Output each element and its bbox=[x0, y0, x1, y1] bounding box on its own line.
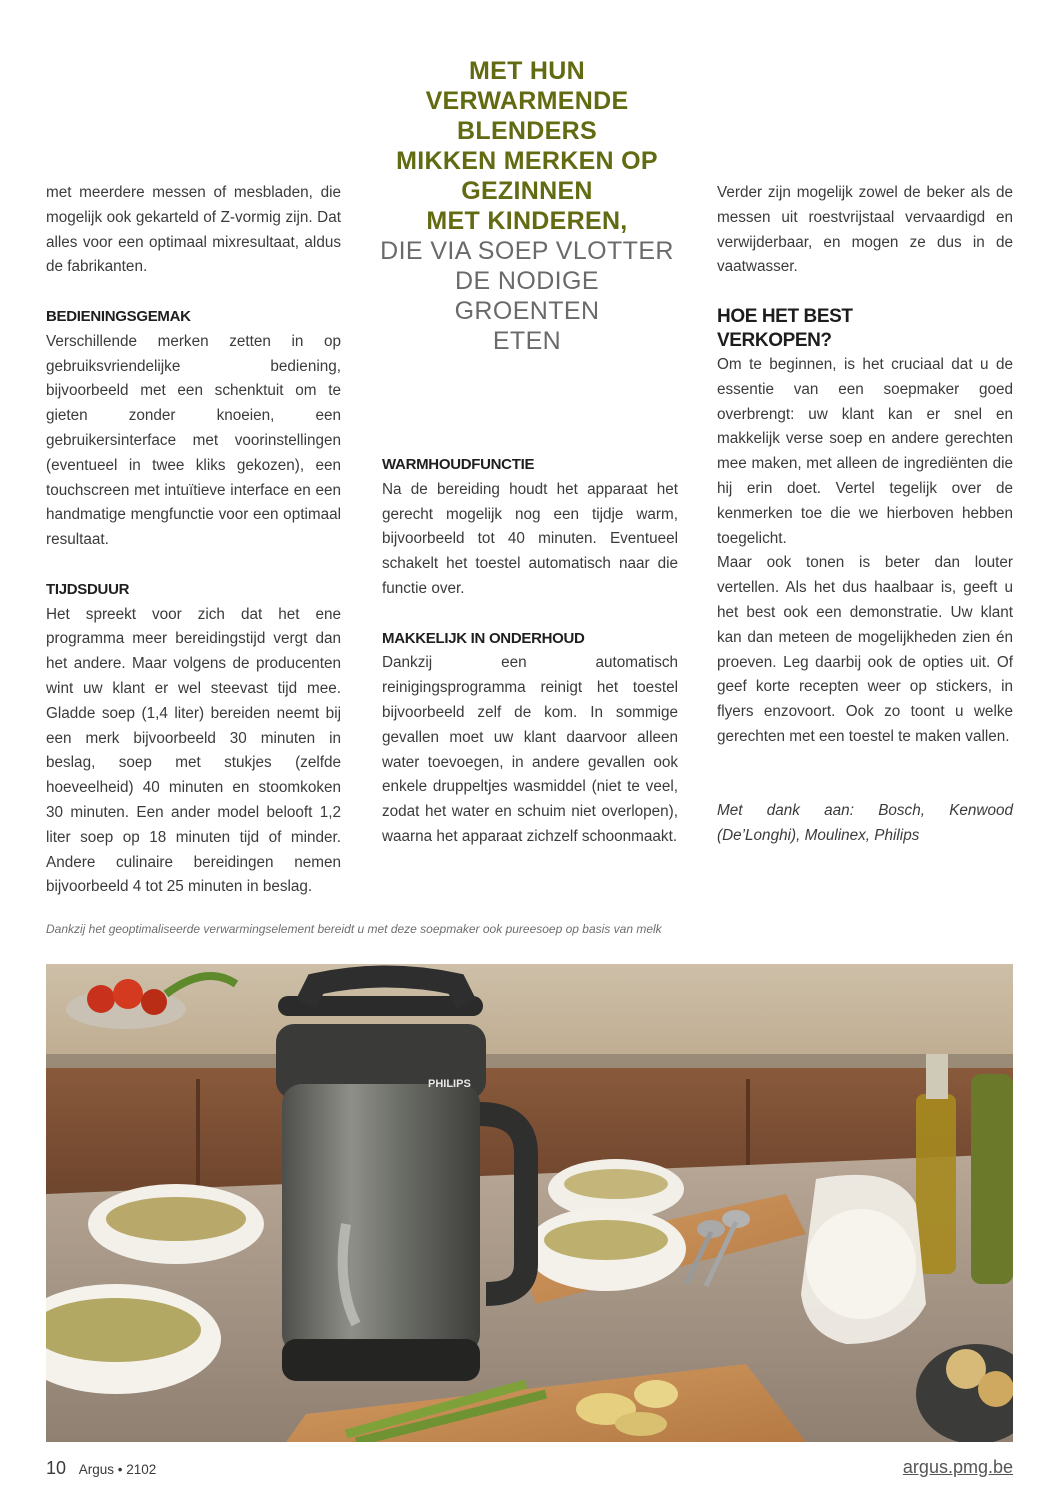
photo-caption: Dankzij het geoptimaliseerde verwarmingselement bereidt u met deze soepmaker ook pureesoep op basis van melk bbox=[46, 922, 662, 936]
quote-light-line: GROENTEN bbox=[454, 297, 600, 325]
heading-tijdsduur: TIJDSDUUR bbox=[46, 580, 130, 598]
pull-quote bbox=[372, 56, 682, 356]
col1-para-bediening: Verschillende merken zetten in op gebruiksvriendelijke bediening, bijvoorbeeld met een schenktuit om te gieten zonder knoeien, een gebruikersinterface met voorinstellingen (eventueel in twee kliks gekozen), een touchscreen met intuïtieve interface en een handmatige mengfunctie voor een optimaal resultaat. bbox=[46, 332, 341, 549]
col1-intro: met meerdere messen of mesbladen, die mogelijk ook gekarteld of Z-vormig zijn. Dat alles voor een optimaal mixresultaat, aldus de fabrikanten. bbox=[46, 184, 341, 276]
col2-para-warmhoud: Na de bereiding houdt het apparaat het gerecht mogelijk nog een tijdje warm, bijvoorbeeld tot 40 minuten. Eventueel schakelt het toestel automatisch naar die functie over. bbox=[382, 480, 678, 597]
heading-verkopen bbox=[717, 305, 1013, 353]
heading-warmhoudfunctie: WARMHOUDFUNCTIE bbox=[382, 456, 535, 473]
quote-bold-line: VERWARMENDE bbox=[425, 87, 629, 115]
acknowledgement: Met dank aan: Bosch, Kenwood (De’Longhi), Moulinex, Philips bbox=[717, 802, 1013, 845]
quote-bold-line: GEZINNEN bbox=[461, 177, 593, 205]
quote-light-line: DE NODIGE bbox=[455, 267, 599, 295]
col3-intro: Verder zijn mogelijk zowel de beker als de messen uit roestvrijstaal vervaardigd en verwijderbaar, en mogen ze dus in de vaatwasser. bbox=[717, 184, 1013, 276]
magazine-issue: Argus • 2102 bbox=[78, 1462, 157, 1477]
website-link[interactable]: argus.pmg.be bbox=[902, 1457, 1013, 1477]
col2-para-onderhoud: Dankzij een automatisch reinigingsprogramma reinigt het toestel bijvoorbeeld zelf de kom. In sommige gevallen moet uw klant daarvoor alleen water toevoegen, in andere gevallen ook enkele druppeltjes wasmiddel (niet te veel, zodat het water en schuim niet overlopen), waarna het apparaat zichzelf schoonmaakt. bbox=[382, 654, 678, 845]
quote-light-line: DIE VIA SOEP VLOTTER bbox=[380, 237, 674, 265]
article-column-left bbox=[46, 181, 341, 900]
article-column-middle bbox=[382, 453, 678, 850]
quote-bold-line: MET KINDEREN, bbox=[426, 207, 628, 235]
heading-onderhoud: MAKKELIJK IN ONDERHOUD bbox=[382, 629, 585, 647]
heading-verkopen-line1: HOE HET BEST bbox=[717, 305, 853, 327]
article-column-right bbox=[717, 181, 1013, 849]
col3-para-tonen: Maar ook tonen is beter dan louter vertellen. Als het dus haalbaar is, geeft u het best ook een demonstratie. Uw klant kan dan meteen de mogelijkheden zien én proeven. Leg daarbij ook de opties uit. Of geef korte recepten weer op stickers, in flyers enzovoort. Ook zo toont u welke gerechten met een toestel te maken vallen. bbox=[717, 554, 1013, 745]
quote-light-line: ETEN bbox=[492, 327, 562, 355]
footer-issue bbox=[46, 1458, 156, 1479]
kitchen-photo bbox=[46, 964, 1013, 1442]
quote-bold-line: MET HUN bbox=[469, 57, 585, 85]
col1-para-tijdsduur: Het spreekt voor zich dat het ene programma meer bereidingstijd vergt dan het andere. Maar volgens de producenten wint uw klant er wel steevast tijd mee. Gladde soep (1,4 liter) bereiden neemt bij een merk bijvoorbeeld 30 minuten in beslag, soep met stukjes (zelfde hoeveelheid) 40 minuten en stoomkoken 30 minuten. Een ander model belooft 1,2 liter soep op 18 minuten tijd of minder. Andere culinaire bereidingen nemen bijvoorbeeld 4 tot 25 minuten in beslag. bbox=[46, 605, 341, 896]
heading-bedieningsgemak: BEDIENINGSGEMAK bbox=[46, 307, 191, 325]
col3-para-verkopen: Om te beginnen, is het cruciaal dat u de essentie van een soepmaker goed overbrengt: uw klant kan er snel en makkelijk verse soep en andere gerechten mee maken, met alleen de ingrediënten die hij erin doet. Vertel tegelijk over de kenmerken toe die we hierboven hebben toegelicht. bbox=[717, 355, 1013, 547]
quote-bold-line: BLENDERS bbox=[457, 117, 597, 145]
philips-label: PHILIPS bbox=[428, 1078, 471, 1090]
heading-verkopen-line2: VERKOPEN? bbox=[717, 329, 832, 351]
quote-bold-line: MIKKEN MERKEN OP bbox=[396, 147, 658, 175]
page-number: 10 bbox=[46, 1458, 67, 1478]
